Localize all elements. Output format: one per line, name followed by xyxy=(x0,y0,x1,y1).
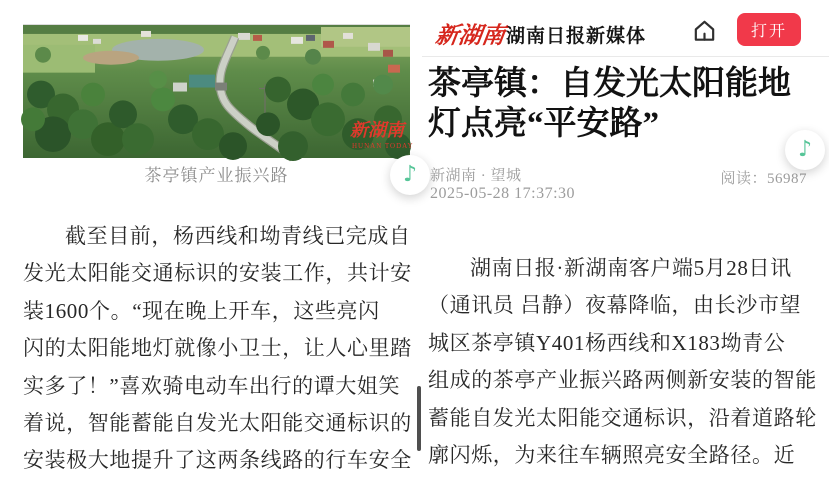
article-body-left-page xyxy=(23,218,415,480)
body-text-line: 实多了！”喜欢骑电动车出行的谭大姐笑 xyxy=(23,373,401,398)
publish-timestamp: 2025-05-28 17:37:30 xyxy=(430,185,576,202)
body-text-line: 装1600个。“现在晚上开车，这些亮闪 xyxy=(23,298,380,323)
audio-play-button[interactable] xyxy=(390,155,430,195)
body-text-line: 发光太阳能交通标识的安装工作，共计安 xyxy=(23,261,412,286)
home-button[interactable] xyxy=(691,18,718,44)
brand-title: 湖南日报新媒体 xyxy=(506,26,647,47)
body-text-line: 闪的太阳能地灯就像小卫士，让人心里踏 xyxy=(23,336,412,361)
body-text-line: 城区茶亭镇Y401杨西线和X183坳青公 xyxy=(428,330,786,355)
body-text-line: 廓闪烁，为来往车辆照亮安全路径。近 xyxy=(428,443,796,468)
home-icon xyxy=(691,18,718,44)
body-text-line: 截至目前，杨西线和坳青线已完成自 xyxy=(65,224,411,248)
photo-watermark-subtitle: HUNAN TODAY xyxy=(352,142,414,151)
header-divider xyxy=(422,56,829,57)
body-text-line: 蓄能自发光太阳能交通标识，沿着道路轮 xyxy=(428,405,817,430)
audio-play-button[interactable] xyxy=(785,130,825,170)
open-app-button[interactable]: 打开 xyxy=(737,13,801,46)
music-note-icon: ♪ xyxy=(402,161,418,187)
body-text-line: 组成的茶亭产业振兴路两侧新安装的智能 xyxy=(428,368,817,393)
music-note-icon: ♪ xyxy=(797,136,813,162)
article-body-right-page xyxy=(428,250,820,474)
body-text-line: （通讯员 吕静）夜幕降临，由长沙市望 xyxy=(428,293,802,318)
body-text-line: 安装极大地提升了这两条线路的行车安全 xyxy=(23,448,412,473)
article-source: 新湖南 · 望城 xyxy=(430,168,522,184)
aerial-road-photo xyxy=(23,25,414,158)
article-title: 茶亭镇：自发光太阳能地灯点亮“平安路” xyxy=(428,66,791,142)
photo-watermark-logo: 新湖南 xyxy=(350,120,404,141)
article-photo xyxy=(23,24,414,158)
page-scroll-indicator[interactable] xyxy=(417,386,421,451)
body-text-line: 湖南日报·新湖南客户端5月28日讯 xyxy=(470,256,792,280)
photo-caption: 茶亭镇产业振兴路 xyxy=(144,166,289,185)
body-text-line: 着说，智能蓄能自发光太阳能交通标识的 xyxy=(23,411,412,436)
xinhunan-logo[interactable]: 新湖南 xyxy=(433,23,507,49)
read-count: 阅读：56987 xyxy=(720,171,807,187)
